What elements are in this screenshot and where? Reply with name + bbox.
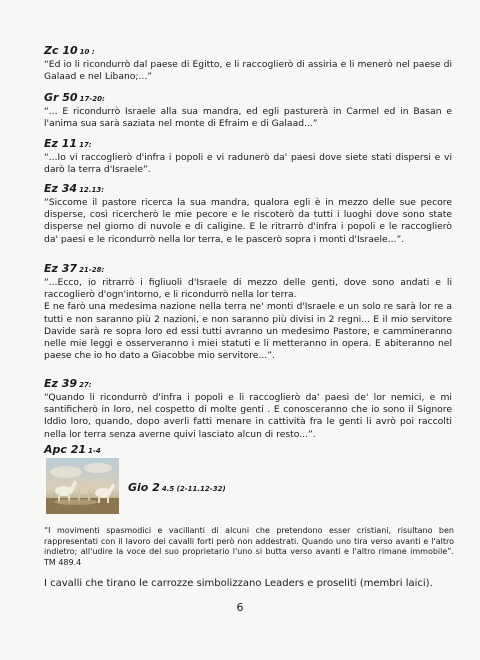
verse-number: 17: bbox=[79, 141, 92, 149]
quote-block bbox=[44, 526, 454, 568]
closing-sentence: I cavalli che tirano le carrozze simbolizzano Leaders e proseliti (membri laici). bbox=[44, 578, 433, 589]
section-ez-11 bbox=[44, 137, 452, 176]
verse-paragraph: E ne farò una medesima nazione nella terra ne' monti d'Israele e un solo re sarà lor re a tutti e non saranno più 2 nazioni, e non saranno più divisi in 2 regni... E il mio servitore Davide sarà re sopra loro ed essi tutti avranno un medesimo Pastore, e cammineranno nelle mie leggi e osserveranno i miei statuti e li metteranno in opera. E abiteranno nel paese che io ho dato a Giacobbe mio servitore...”. bbox=[44, 301, 452, 362]
section-ez-37 bbox=[44, 262, 452, 362]
section-ez-34 bbox=[44, 182, 452, 246]
verse-book: Zc 10 bbox=[44, 44, 78, 57]
verse-text: “Ed io li ricondurrò dal paese di Egitto, e li raccoglierò di assiria e li menerò nel paese di Galaad e nel Libano;...” bbox=[44, 59, 452, 83]
verse-reference bbox=[44, 137, 452, 152]
verse-number: 4.5 (2-11.12-32) bbox=[161, 485, 226, 493]
verse-reference bbox=[44, 91, 452, 106]
verse-reference bbox=[44, 443, 452, 458]
verse-book: Ez 11 bbox=[44, 137, 78, 150]
quote-text: “I movimenti spasmodici e vacillanti di alcuni che pretendono esser cristiani, risultano ben rappresentati con il lavoro dei cavalli forti però non addestrati. Quando uno tira verso avanti e l'altro indietro; all'udire la voce del suo proprietario l'uno si butta verso avanti e l'altro rimane immobile”. TM 489.4 bbox=[44, 526, 454, 567]
verse-text: “Siccome il pastore ricerca la sua mandra, qualora egli è in mezzo delle sue pecore disperse, così ricercherò le mie pecore e le riscoterò da tutti i luoghi dove sono state disperse nel giorno di nuvole e di caligine. E le ritrarrò d'infra i popoli e le raccoglierò da' paesi e le ricondurrò nella lor terra, e le pascerò sopra i monti d'Israele...”. bbox=[44, 197, 452, 245]
verse-number: 1-4 bbox=[88, 447, 101, 455]
verse-book: Gio 2 bbox=[128, 481, 160, 494]
verse-book: Gr 50 bbox=[44, 91, 78, 104]
verse-book: Ez 34 bbox=[44, 182, 78, 195]
section-zc-10 bbox=[44, 44, 452, 83]
verse-number: 27: bbox=[79, 381, 92, 389]
horses-painting-illustration bbox=[46, 458, 119, 514]
verse-reference bbox=[44, 377, 452, 392]
gio-reference bbox=[128, 481, 226, 496]
verse-text: “...Io vi raccoglierò d'infra i popoli e vi radunerò da' paesi dove siete stati dispersi e vi darò la terra d'Israele”. bbox=[44, 152, 452, 176]
verse-reference bbox=[44, 182, 452, 197]
section-ez-39 bbox=[44, 377, 452, 441]
verse-reference bbox=[44, 44, 452, 59]
verse-book: Apc 21 bbox=[44, 443, 87, 456]
verse-number: 21-28: bbox=[79, 266, 105, 274]
verse-number: 12.13: bbox=[79, 186, 105, 194]
page-number: 6 bbox=[236, 601, 244, 614]
verse-number: 10 : bbox=[79, 48, 95, 56]
verse-text: “... E ricondurrò Israele alla sua mandra, ed egli pasturerà in Carmel ed in Basan e l'anima sua sarà saziata nel monte di Efraim e di Galaad...” bbox=[44, 106, 452, 130]
section-apc-21 bbox=[44, 443, 452, 458]
verse-text bbox=[44, 277, 452, 362]
verse-paragraph: “...Ecco, io ritrarrò i figliuoli d'Israele di mezzo delle genti, dove sono andati e li raccoglierò d'ogn'intorno, e li ricondurrò nella lor terra. bbox=[44, 277, 452, 301]
verse-number: 17-20: bbox=[79, 95, 105, 103]
verse-reference bbox=[44, 262, 452, 277]
verse-book: Ez 37 bbox=[44, 262, 78, 275]
verse-book: Ez 39 bbox=[44, 377, 78, 390]
section-gr-50 bbox=[44, 91, 452, 130]
horses-painting-image bbox=[46, 458, 119, 514]
verse-text: “Quando li ricondurrò d'infra i popoli e li raccoglierò da' paesi de' lor nemici, e mi santificherò in loro, nel cospetto di molte genti . E conosceranno che io sono il Signore Iddio loro, quando, dopo averli fatti menare in cattività fra le genti li avrò poi raccolti nella lor terra senza averne quivi lasciato alcun di resto...”. bbox=[44, 392, 452, 440]
